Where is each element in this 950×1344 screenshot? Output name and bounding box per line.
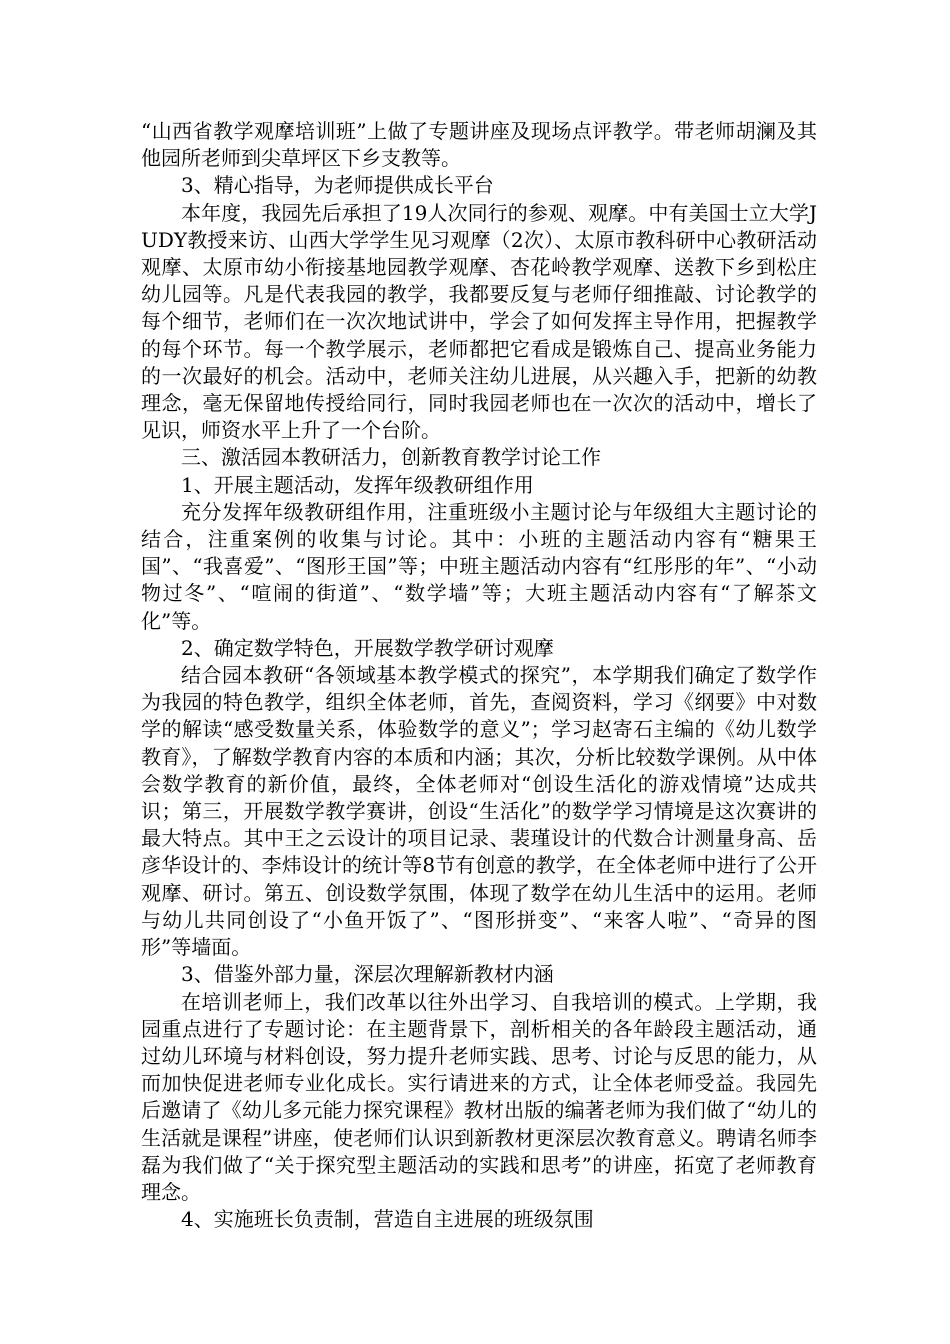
subheading-3-external: 3、借鉴外部力量，深层次理解新教材内涵 <box>181 962 554 987</box>
paragraph-training: 在培训老师上，我们改革以往外出学习、自我培训的模式。上学期，我园重点进行了专题讨论：在主题背景下，剖析相关的各年龄段主题活动，通过幼儿环境与材料创设，努力提升老师实践、思考、讨论与反思的能力，从而加快促进老师专业化成长。实行请进来的方式，让全体老师受益。我园先后邀请了《幼儿多元能力探究课程》教材出版的编著老师为我们做了“幼儿的生活就是课程”讲座，使老师们认识到新教材更深层次教育意义。聘请名师李磊为我们做了“关于探究型主题活动的实践和思考”的讲座，拓宽了老师教育理念。 <box>141 989 817 1204</box>
subheading-3-guidance: 3、精心指导，为老师提供成长平台 <box>181 173 494 198</box>
document-body <box>141 118 817 1233</box>
paragraph-math: 结合园本教研“各领域基本教学模式的探究”，本学期我们确定了数学作为我园的特色教学，组织全体老师，首先，查阅资料，学习《纲要》中对数学的解读“感受数量关系，体验数学的意义”；学习赵寄石主编的《幼儿数学教育》，了解数学教育内容的本质和内涵；其次，分析比较数学课例。从中体会数学教育的新价值，最终，全体老师对“创设生活化的游戏情境”达成共识；第三，开展数学教学赛讲，创设“生活化”的数学学习情境是这次赛讲的最大特点。其中王之云设计的项目记录、裴瑾设计的代数合计测量身高、岳彦华设计的、李炜设计的统计等8节有创意的教学，在全体老师中进行了公开观摩、研讨。第五、创设数学氛围，体现了数学在幼儿生活中的运用。老师与幼儿共同创设了“小鱼开饭了”、“图形拼变”、“来客人啦”、“奇异的图形”等墙面。 <box>141 663 817 960</box>
subheading-1-theme-activities: 1、开展主题活动，发挥年级教研组作用 <box>181 472 534 497</box>
paragraph-theme-activities: 充分发挥年级教研组作用，注重班级小主题讨论与年级组大主题讨论的结合，注重案例的收集与讨论。其中：小班的主题活动内容有“糖果王国”、“我喜爱”、“图形王国”等；中班主题活动内容有“红彤彤的年”、“小动物过冬”、“喧闹的街道”、“数学墙”等；大班主题活动内容有“了解茶文化”等。 <box>141 499 817 633</box>
subheading-4-class-leader: 4、实施班长负责制，营造自主进展的班级氛围 <box>181 1207 594 1232</box>
subheading-2-math: 2、确定数学特色，开展数学教学研讨观摩 <box>181 635 554 660</box>
paragraph-observation: 本年度，我园先后承担了19人次同行的参观、观摩。中有美国士立大学JUDY教授来访、山西大学学生见习观摩（2次）、太原市教科研中心教研活动观摩、太原市幼小衔接基地园教学观摩、杏花岭教学观摩、送教下乡到松庄幼儿园等。凡是代表我园的教学，我都要反复与老师仔细推敲、讨论教学的每个细节，老师们在一次次地试讲中，学会了如何发挥主导作用，把握教学的每个环节。每一个教学展示，老师都把它看成是锻炼自己、提高业务能力的一次最好的机会。活动中，老师关注幼儿进展，从兴趣入手，把新的幼教理念，毫无保留地传授给同行，同时我园老师也在一次次的活动中，增长了见识，师资水平上升了一个台阶。 <box>141 200 817 443</box>
section-heading-3: 三、激活园本教研活力，创新教育教学讨论工作 <box>181 445 601 470</box>
paragraph-continued: “山西省教学观摩培训班”上做了专题讲座及现场点评教学。带老师胡澜及其他园所老师到尖草坪区下乡支教等。 <box>141 119 817 171</box>
